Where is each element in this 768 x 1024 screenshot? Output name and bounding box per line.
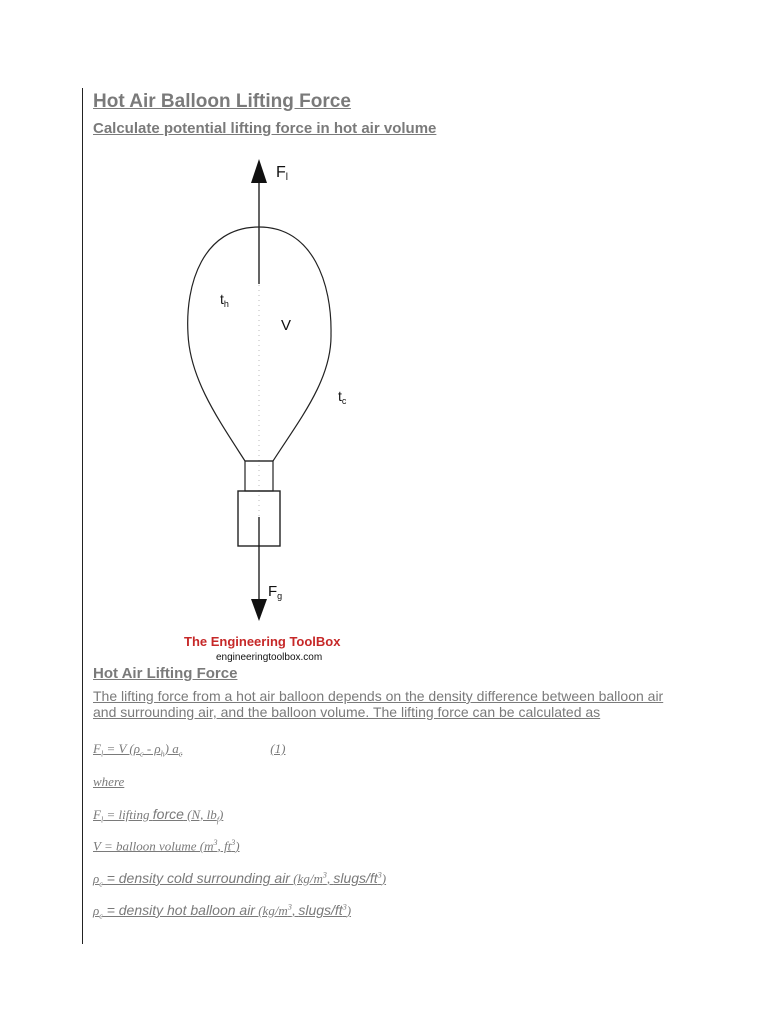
intro-line-1: The lifting force from a hot air balloon depends on the density difference between balloon air (93, 688, 664, 704)
lift-formula: $F_l = V$ $(\rho_c - \rho_h)$ $a_c$ (1) (93, 741, 286, 759)
section-heading: Hot Air Lifting Force (93, 665, 238, 682)
cold-temp-label: $t_c$ (338, 388, 347, 406)
intro-line-2: and surrounding air, and the balloon volume. The lifting force can be calculated as (93, 704, 601, 720)
page-title: Hot Air Balloon Lifting Force (93, 91, 351, 112)
where-label: where (93, 774, 125, 789)
left-margin-rule (82, 88, 83, 944)
lift-force-label: Fl (276, 164, 289, 183)
definition-volume: V = balloon volume ($m^3$, $ft^3$) (93, 838, 240, 854)
intro-paragraph (93, 688, 693, 720)
article (93, 90, 693, 920)
gravity-force-label: $F_g$ (268, 583, 283, 601)
formula-block (93, 720, 693, 920)
definition-density-hot: $\rho_c$ = density hot balloon air ($kg/m^3$, slugs/$ft^3$) (93, 902, 352, 921)
definition-lifting-force: $F_l$ = lifting force (N, $lb_f$) (93, 806, 224, 825)
equation-number: (1) (270, 741, 286, 756)
lift-arrow-head (251, 159, 267, 183)
definition-density-cold: $\rho_c$ = density cold surrounding air ($kg/m^3$, slugs/$ft^3$) (93, 870, 387, 889)
page-subtitle: Calculate potential lifting force in hot air volume (93, 120, 437, 137)
gravity-arrow-head (251, 599, 267, 621)
balloon-diagram (93, 139, 423, 664)
balloon-diagram-svg (93, 139, 423, 664)
engineering-toolbox-logo: The Engineering ToolBox (184, 634, 341, 649)
volume-label: V (281, 317, 292, 334)
hot-temp-label: $t_h$ (220, 291, 229, 309)
logo-url: engineeringtoolbox.com (216, 652, 323, 663)
